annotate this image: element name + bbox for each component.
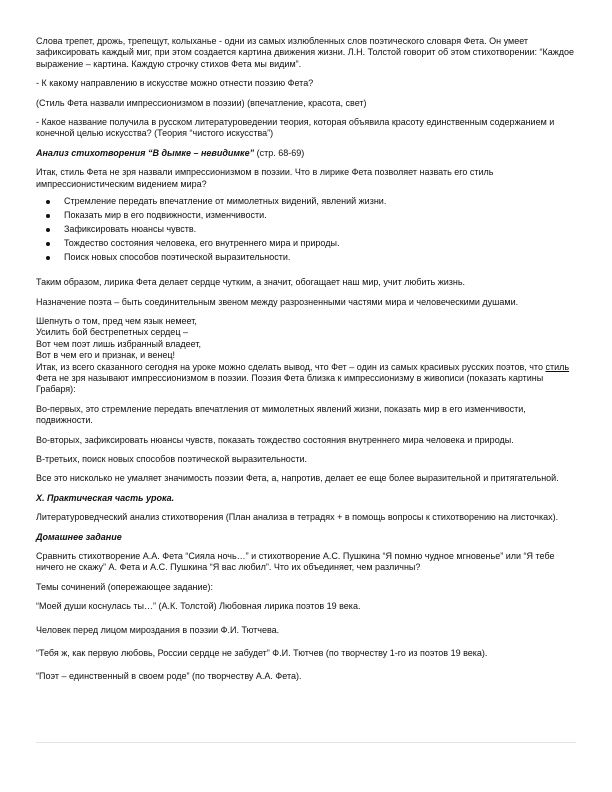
summary-underlined-word: стиль <box>545 361 570 372</box>
intro-paragraph: Слова трепет, дрожь, трепещут, колыханье - одни из самых излюбленных слов поэтического словаря Фета. Он умеет зафиксировать каждый миг, при этом создается картина движения жизни. Л.Н. Толстой говорит об этом стихотворении: “Каждое выражение – картина. Каждую строчку стихов Фета мы видим”. <box>36 36 575 69</box>
analysis-title: Анализ стихотворения “В дымке – невидимке” <box>36 147 255 158</box>
summary-text-after: Фета не зря называют импрессионизмом в поэзии. Поэзия Фета близка к импрессионизму в живописи (показать картины Грабаря): <box>36 372 544 395</box>
poem-line: Вот чем поэт лишь избранный владеет, <box>36 338 201 349</box>
point-second: Во-вторых, зафиксировать нюансы чувств, показать тождество состояния внутреннего мира человека и природы. <box>36 434 514 445</box>
essay-topic: “Поэт – единственный в своем роде” (по творчеству А.А. Фета). <box>36 671 302 682</box>
list-item: Показать мир в его подвижности, изменчивости. <box>64 210 578 221</box>
page-footer-divider <box>36 742 576 743</box>
poem-line: Шепнуть о том, пред чем язык немеет, <box>36 315 197 326</box>
list-item: Поиск новых способов поэтической выразительности. <box>64 252 578 263</box>
topics-intro: Темы сочинений (опережающее задание): <box>36 581 214 592</box>
poem-line: Усилить бой бестрепетных сердец – <box>36 327 188 338</box>
poem-line: Вот в чем его и признак, и венец! <box>36 350 176 361</box>
essay-topic: “Моей души коснулась ты…” (А.К. Толстой) Любовная лирика поэтов 19 века. <box>36 601 361 612</box>
poet-purpose-paragraph: Назначение поэта – быть соединительным звеном между разрозненными частями мира и человеческими душами. <box>36 296 519 307</box>
homework-heading: Домашнее задание <box>36 531 122 542</box>
analysis-intro: Итак, стиль Фета не зря назвали импрессионизмом в поэзии. Что в лирике Фета позволяет назвать его стиль импрессионистическим видением мира? <box>36 167 494 189</box>
practice-heading: X. Практическая часть урока. <box>36 492 175 503</box>
homework-paragraph: Сравнить стихотворение А.А. Фета “Сияла ночь…” и стихотворение А.С. Пушкина “Я помню чудное мгновенье” или “Я тебе ничего не скажу” А. Фета и А.С. Пушкина “Я вас любил”. Что их объединяет, чем различны? <box>36 551 555 573</box>
point-first: Во-первых, это стремление передать впечатления от мимолетных явлений жизни, показать мир в его изменчивости, подвижности. <box>36 403 526 426</box>
summary-paragraph <box>36 362 578 396</box>
summary-text-before: Итак, из всего сказанного сегодня на уроке можно сделать вывод, что Фет – один из самых красивых русских поэтов, что <box>36 361 546 372</box>
analysis-heading <box>36 148 578 159</box>
list-item: Тождество состояния человека, его внутреннего мира и природы. <box>64 238 578 249</box>
question-pure-art: - Какое название получила в русском литературоведении теория, которая объявила красоту единственным содержанием и конечной целью искусства? (Теория “чистого искусства”) <box>36 117 555 139</box>
list-item: Стремление передать впечатление от мимолетных видений, явлений жизни. <box>64 196 578 207</box>
question-direction: - К какому направлению в искусстве можно отнести поэзию Фета? <box>36 78 314 89</box>
impressionism-features-list <box>36 196 578 263</box>
point-third: В-третьих, поиск новых способов поэтической выразительности. <box>36 453 307 464</box>
essay-topic: “Тебя ж, как первую любовь, России сердце не забудет” Ф.И. Тютчев (по творчеству 1-го из поэтов 19 века). <box>36 648 488 659</box>
essay-topic: Человек перед лицом мироздания в поэзии Ф.И. Тютчева. <box>36 624 280 635</box>
practice-paragraph: Литературоведческий анализ стихотворения (План анализа в тетрадях + в помощь вопросы к стихотворению на листочках). <box>36 512 559 523</box>
closing-paragraph: Все это нисколько не умаляет значимость поэзии Фета, а, напротив, делает ее еще более выразительной и притягательной. <box>36 473 559 484</box>
answer-impressionism: (Стиль Фета назвали импрессионизмом в поэзии) (впечатление, красота, свет) <box>36 97 367 108</box>
list-item: Зафиксировать нюансы чувств. <box>64 224 578 235</box>
poem-quote <box>36 316 578 362</box>
document-body <box>36 36 578 691</box>
conclusion-paragraph: Таким образом, лирика Фета делает сердце чутким, а значит, обогащает наш мир, учит любить жизнь. <box>36 277 466 288</box>
analysis-page-ref: (стр. 68-69) <box>256 147 305 158</box>
